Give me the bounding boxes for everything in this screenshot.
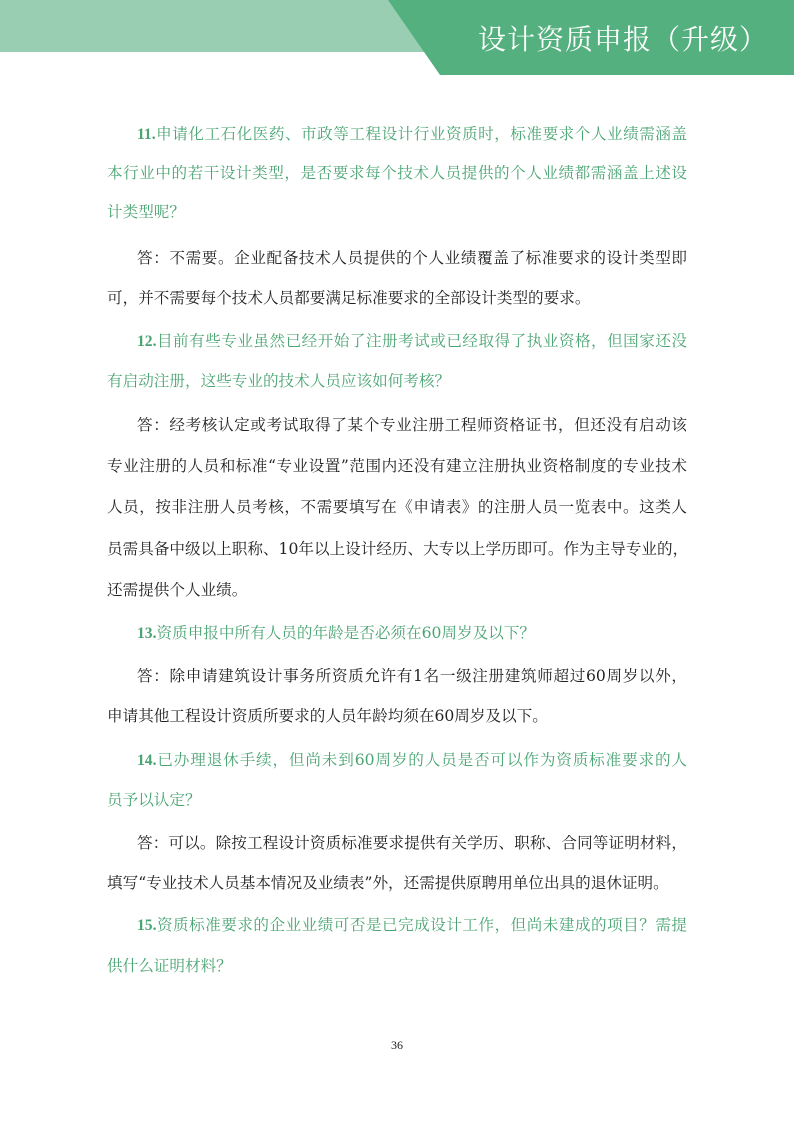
question-text: 目前有些专业虽然已经开始了注册考试或已经取得了执业资格，但国家还没 (156, 332, 687, 350)
answer-13-line-1: 答：除申请建筑设计事务所资质允许有1名一级注册建筑师超过60周岁以外， (137, 667, 687, 685)
header-band-light (0, 0, 430, 52)
question-number: 12. (137, 333, 157, 350)
question-number: 14. (137, 752, 157, 769)
question-14-line-1 (137, 749, 687, 771)
question-15-line-1 (137, 914, 687, 936)
question-text: 资质标准要求的企业业绩可否是已完成设计工作，但尚未建成的项目？需提 (156, 916, 687, 934)
question-12-line-1 (137, 330, 687, 352)
question-12-line-2: 有启动注册，这些专业的技术人员应该如何考核？ (107, 372, 451, 390)
header-title: 设计资质申报（升级） (477, 23, 768, 56)
question-11-line-3: 计类型呢？ (107, 203, 185, 221)
answer-14-line-1: 答：可以。除按工程设计资质标准要求提供有关学历、职称、合同等证明材料， (137, 834, 687, 852)
question-number: 13. (137, 625, 157, 642)
question-text: 资质申报中所有人员的年龄是否必须在60周岁及以下？ (156, 624, 535, 642)
question-11-line-2: 本行业中的若干设计类型，是否要求每个技术人员提供的个人业绩都需涵盖上述设 (107, 164, 687, 182)
question-13-line-1 (137, 622, 687, 644)
page-number: 36 (391, 1038, 403, 1052)
answer-12-line-5: 还需提供个人业绩。 (107, 581, 248, 599)
question-11-line-1 (137, 123, 687, 145)
question-text: 已办理退休手续，但尚未到60周岁的人员是否可以作为资质标准要求的人 (156, 751, 687, 769)
answer-12-line-2: 专业注册的人员和标准“专业设置”范围内还没有建立注册执业资格制度的专业技术 (107, 457, 687, 475)
answer-14-line-2: 填写“专业技术人员基本情况及业绩表”外，还需提供原聘用单位出具的退休证明。 (107, 874, 669, 892)
answer-11-line-2: 可，并不需要每个技术人员都要满足标准要求的全部设计类型的要求。 (107, 289, 591, 307)
answer-12-line-4: 员需具备中级以上职称、10年以上设计经历、大专以上学历即可。作为主导专业的， (107, 540, 689, 558)
question-text: 申请化工石化医药、市政等工程设计行业资质时，标准要求个人业绩需涵盖 (155, 125, 687, 143)
answer-12-line-3: 人员，按非注册人员考核，不需要填写在《申请表》的注册人员一览表中。这类人 (107, 498, 687, 516)
answer-11-line-1: 答：不需要。企业配备技术人员提供的个人业绩覆盖了标准要求的设计类型即 (137, 249, 687, 267)
question-number: 11. (137, 126, 156, 143)
answer-13-line-2: 申请其他工程设计资质所要求的人员年龄均须在60周岁及以下。 (107, 707, 548, 725)
question-15-line-2: 供什么证明材料？ (107, 957, 232, 975)
answer-12-line-1: 答：经考核认定或考试取得了某个专业注册工程师资格证书，但还没有启动该 (137, 416, 687, 434)
question-number: 15. (137, 917, 157, 934)
question-14-line-2: 员予以认定？ (107, 791, 201, 809)
